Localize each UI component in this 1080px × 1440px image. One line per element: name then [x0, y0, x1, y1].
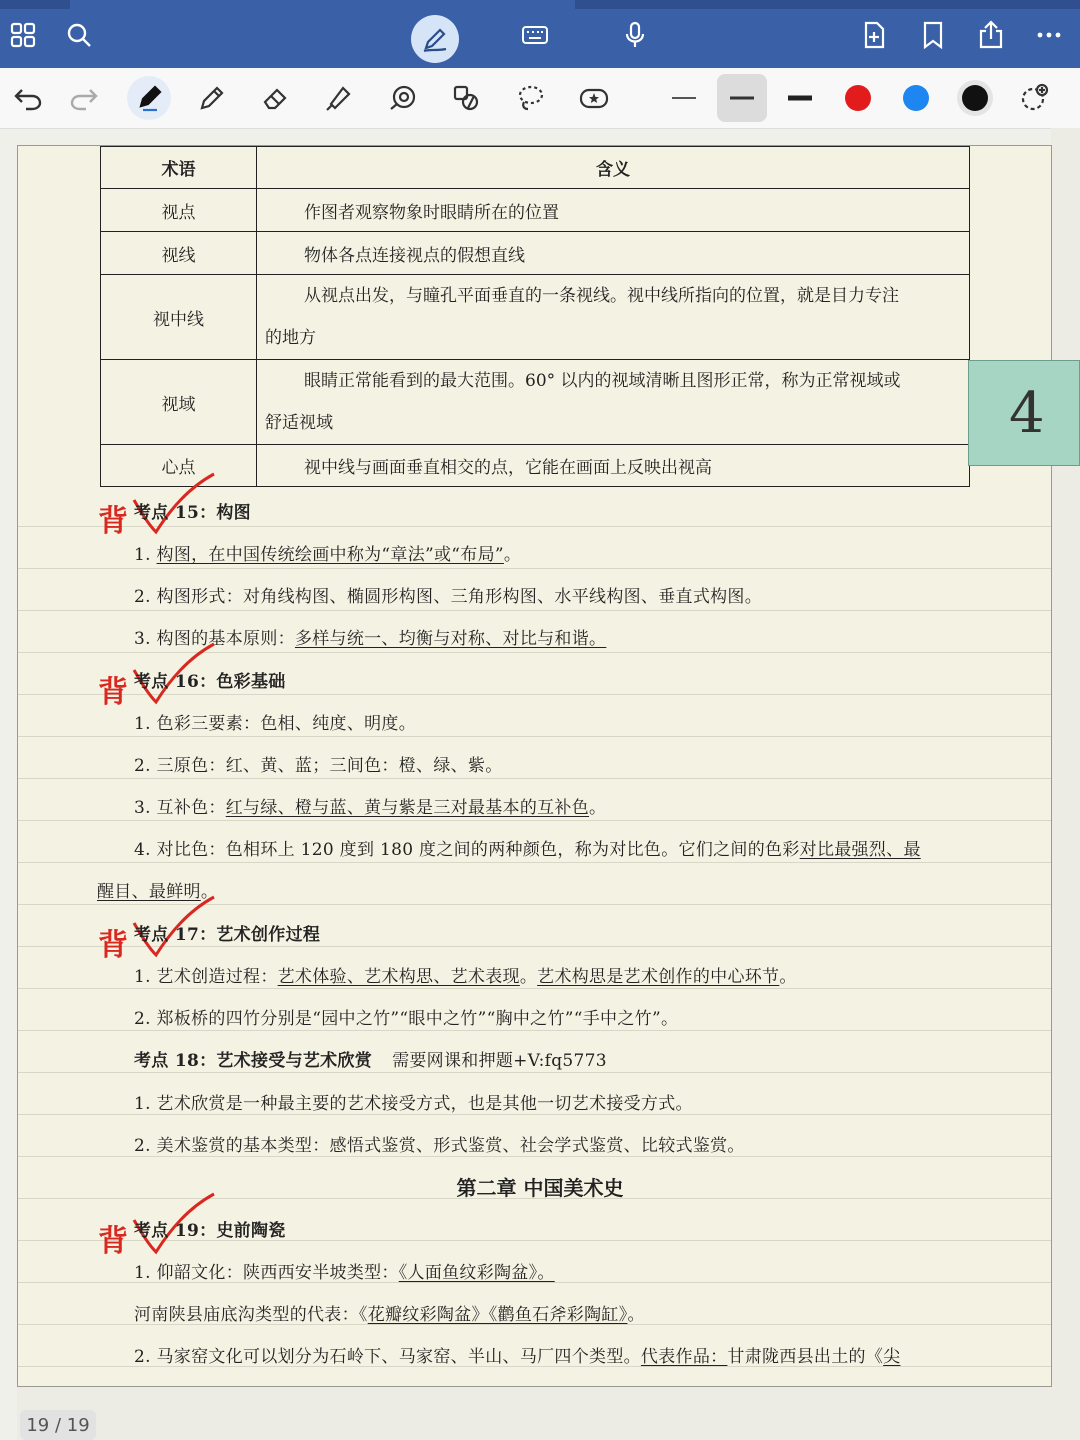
- section-15-line1: 1. 构图，在中国传统绘画中称为“章法”或“布局”。: [134, 545, 522, 565]
- page-tab-marker[interactable]: 4: [968, 360, 1080, 466]
- meaning-cell: 视中线与画面垂直相交的点，它能在画面上反映出视高: [257, 445, 970, 487]
- section-17-line1: 1. 艺术创造过程：艺术体验、艺术构思、艺术表现。艺术构思是艺术创作的中心环节。: [134, 967, 797, 987]
- table-header-meaning: 含义: [257, 147, 970, 189]
- ruled-line: [18, 736, 1051, 737]
- element-tool[interactable]: [444, 76, 488, 120]
- meaning-cell: [257, 275, 970, 360]
- share-icon[interactable]: [974, 18, 1008, 52]
- ruled-line: [18, 1114, 1051, 1115]
- color-black-swatch[interactable]: [953, 76, 997, 120]
- section-19-line2: 河南陕县庙底沟类型的代表：《花瓣纹彩陶盆》《鹳鱼石斧彩陶缸》。: [134, 1305, 645, 1325]
- sticker-icon: [578, 82, 610, 114]
- ruled-line: [18, 820, 1051, 821]
- search-icon[interactable]: [62, 18, 96, 52]
- term-cell: 视线: [101, 232, 257, 275]
- section-16-line3: 3. 互补色：红与绿、橙与蓝、黄与紫是三对最基本的互补色。: [134, 798, 607, 818]
- shape-icon: [387, 82, 419, 114]
- table-row: [101, 445, 970, 487]
- table-row: [101, 232, 970, 275]
- eraser-tool[interactable]: [253, 76, 297, 120]
- ruled-line: [18, 862, 1051, 863]
- ruled-line: [18, 988, 1051, 989]
- section-18-heading: 考点 18：艺术接受与艺术欣赏 需要网课和押题+V:fq5773: [134, 1051, 607, 1071]
- meaning-line: 从视点出发，与瞳孔平面垂直的一条视线。视中线所指向的位置，就是目力专注: [304, 286, 899, 306]
- section-18-line2: 2. 美术鉴赏的基本类型：感悟式鉴赏、形式鉴赏、社会学式鉴赏、比较式鉴赏。: [134, 1136, 745, 1156]
- handwritten-bei-mark: 背: [98, 675, 128, 710]
- chapter-title: 第二章 中国美术史: [456, 1176, 624, 1200]
- meaning-cell: [257, 360, 970, 445]
- pen-icon: [133, 82, 165, 114]
- keyboard-icon[interactable]: [518, 18, 552, 52]
- section-17-line2: 2. 郑板桥的四竹分别是“园中之竹”“眼中之竹”“胸中之竹”“手中之竹”。: [134, 1009, 679, 1029]
- section-16-line2: 2. 三原色：红、黄、蓝；三间色：橙、绿、紫。: [134, 756, 503, 776]
- section-15-title: 考点 15：构图: [134, 503, 251, 523]
- add-page-icon[interactable]: [857, 18, 891, 52]
- handwritten-bei-mark: 背: [98, 504, 128, 539]
- table-row: [101, 360, 970, 445]
- grid-view-icon[interactable]: [6, 18, 40, 52]
- add-color-icon[interactable]: [1012, 76, 1056, 120]
- ruled-line: [18, 568, 1051, 569]
- ruled-line: [18, 1072, 1051, 1073]
- section-19-line3: 2. 马家窑文化可以划分为石岭下、马家窑、半山、马厂四个类型。代表作品：甘肃陇西县出土的《尖: [134, 1347, 901, 1367]
- bookmark-icon[interactable]: [916, 18, 950, 52]
- meaning-cell: 作图者观察物象时眼睛所在的位置: [257, 189, 970, 232]
- table-row: [101, 189, 970, 232]
- meaning-line: 的地方: [265, 328, 316, 348]
- section-15-line2: 2. 构图形式：对角线构图、椭圆形构图、三角形构图、水平线构图、垂直式构图。: [134, 587, 763, 607]
- eraser-icon: [259, 82, 291, 114]
- highlighter-tool[interactable]: [317, 76, 361, 120]
- lasso-icon: [514, 82, 546, 114]
- page-indicator[interactable]: 19 / 19: [20, 1410, 96, 1440]
- pen-mode-button[interactable]: [411, 15, 459, 63]
- term-cell: 视域: [101, 360, 257, 445]
- meaning-cell: 物体各点连接视点的假想直线: [257, 232, 970, 275]
- lasso-tool[interactable]: [508, 76, 552, 120]
- table-header-term: 术语: [101, 147, 257, 189]
- section-19-title: 考点 19：史前陶瓷: [134, 1221, 286, 1241]
- highlighter-icon: [323, 82, 355, 114]
- status-stripe: [0, 0, 70, 9]
- stroke-thick-option[interactable]: [778, 76, 822, 120]
- microphone-icon[interactable]: [618, 18, 652, 52]
- status-stripe: [575, 0, 1080, 9]
- color-blue-swatch[interactable]: [894, 76, 938, 120]
- pen-mode-icon: [420, 24, 450, 54]
- term-cell: 心点: [101, 445, 257, 487]
- redo-icon[interactable]: [62, 76, 106, 120]
- stroke-thin-option[interactable]: [662, 76, 706, 120]
- table-row: [101, 275, 970, 360]
- fountain-pen-tool[interactable]: [127, 76, 171, 120]
- sticker-tool[interactable]: [572, 76, 616, 120]
- handwritten-bei-mark: 背: [98, 1224, 128, 1259]
- term-cell: 视点: [101, 189, 257, 232]
- ruled-line: [18, 778, 1051, 779]
- section-17-title: 考点 17：艺术创作过程: [134, 925, 321, 945]
- section-15-line3: 3. 构图的基本原则：多样与统一、均衡与对称、对比与和谐。: [134, 629, 607, 649]
- undo-icon[interactable]: [6, 76, 50, 120]
- terms-table: [100, 146, 970, 487]
- section-19-line1: 1. 仰韶文化：陕西西安半坡类型：《人面鱼纹彩陶盆》。: [134, 1263, 555, 1283]
- section-16-line1: 1. 色彩三要素：色相、纯度、明度。: [134, 714, 417, 734]
- section-16-line5: 醒目、最鲜明。: [97, 882, 219, 902]
- shape-tool[interactable]: [381, 76, 425, 120]
- section-16-title: 考点 16：色彩基础: [134, 672, 286, 692]
- ruled-line: [18, 1156, 1051, 1157]
- handwritten-bei-mark: 背: [98, 928, 128, 963]
- stroke-medium-option[interactable]: [717, 74, 767, 122]
- page-bottom-area: [17, 1386, 1057, 1440]
- ruled-line: [18, 610, 1051, 611]
- pencil-icon: [196, 82, 228, 114]
- ruled-line: [18, 1030, 1051, 1031]
- color-red-swatch[interactable]: [836, 76, 880, 120]
- term-cell: 视中线: [101, 275, 257, 360]
- pencil-tool[interactable]: [190, 76, 234, 120]
- section-16-line4: 4. 对比色：色相环上 120 度到 180 度之间的两种颜色，称为对比色。它们之间的色彩对比最强烈、最: [134, 840, 921, 860]
- drawing-toolbar: [0, 68, 1080, 129]
- top-app-bar: [0, 0, 1080, 68]
- page-margin: [1051, 128, 1080, 1440]
- meaning-line: 舒适视域: [265, 413, 333, 433]
- section-18-line1: 1. 艺术欣赏是一种最主要的艺术接受方式，也是其他一切艺术接受方式。: [134, 1094, 693, 1114]
- elements-icon: [450, 82, 482, 114]
- meaning-line: 眼睛正常能看到的最大范围。60° 以内的视域清晰且图形正常，称为正常视域或: [304, 371, 901, 391]
- more-icon[interactable]: [1032, 18, 1066, 52]
